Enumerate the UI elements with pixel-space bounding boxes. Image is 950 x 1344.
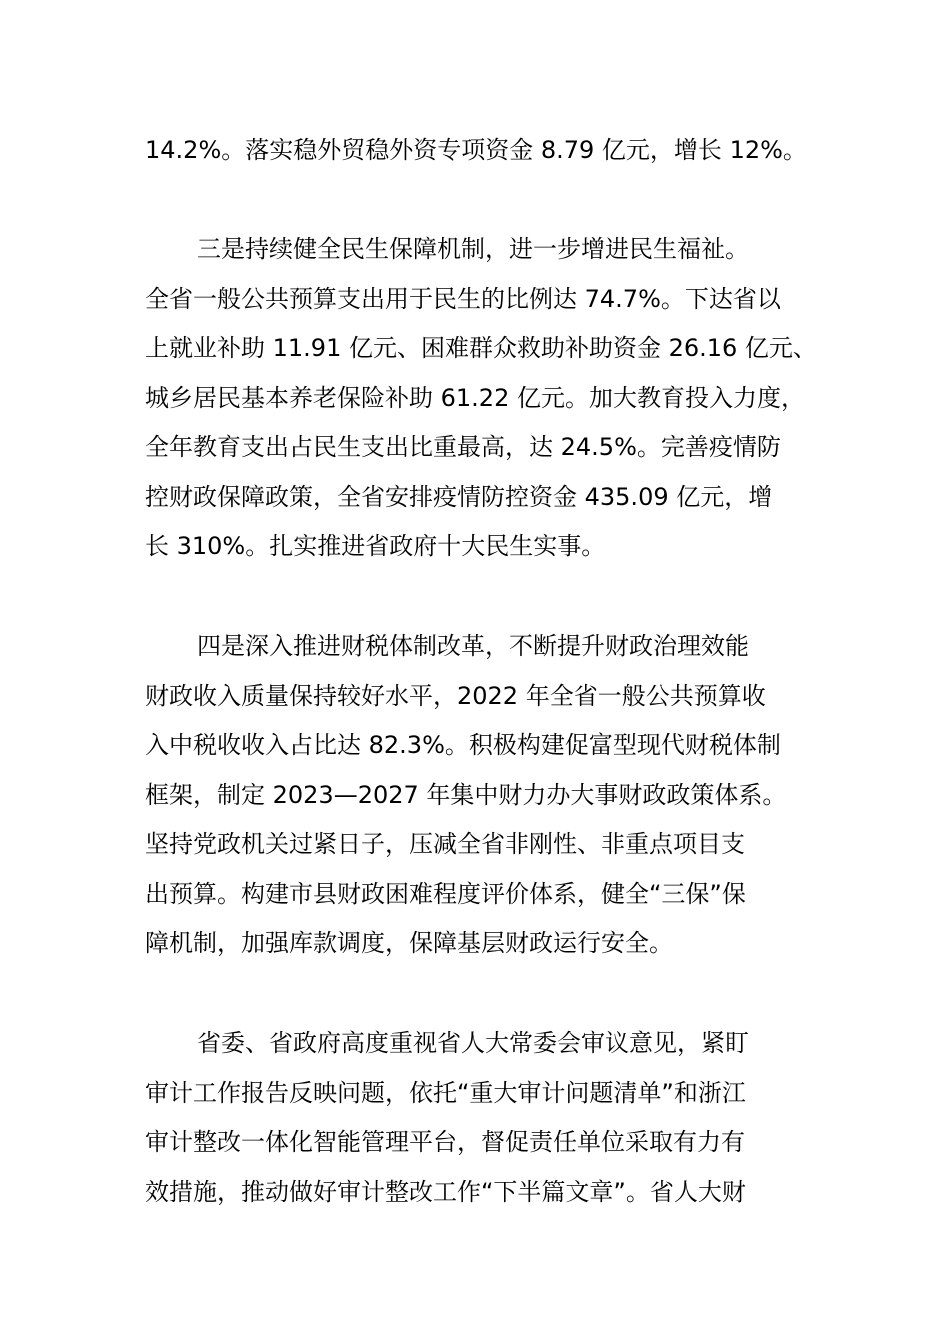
paragraph-livelihood-security (145, 225, 835, 572)
text-line: 出预算。构建市县财政困难程度评价体系，健全“三保”保 (145, 879, 746, 908)
text-line: 全年教育支出占民生支出比重最高，达 24.5%。完善疫情防 (145, 433, 781, 461)
text-line: 审计整改一体化智能管理平台，督促责任单位采取有力有 (145, 1128, 745, 1156)
text-line: 控财政保障政策，全省安排疫情防控资金 435.09 亿元，增 (145, 482, 773, 511)
text-line: 三是持续健全民生保障机制，进一步增进民生福祉。 (197, 235, 749, 263)
text-line: 财政收入质量保持较好水平，2022 年全省一般公共预算收 (145, 681, 766, 710)
text-line: 效措施，推动做好审计整改工作“下半篇文章”。省人大财 (145, 1177, 746, 1206)
text-line: 全省一般公共预算支出用于民生的比例达 74.7%。下达省以 (145, 284, 781, 313)
text-line: 上就业补助 11.91 亿元、困难群众救助补助资金 26.16 亿元、 (145, 334, 817, 362)
text-line: 障机制，加强库款调度，保障基层财政运行安全。 (145, 929, 673, 957)
text-line: 坚持党政机关过紧日子，压减全省非刚性、非重点项目支 (145, 830, 745, 858)
text-line: 入中税收收入占比达 82.3%。积极构建促富型现代财税体制 (145, 731, 781, 759)
paragraph-continuation (145, 126, 835, 176)
text-line: 审计工作报告反映问题，依托“重大审计问题清单”和浙江 (145, 1078, 746, 1107)
text-line: 省委、省政府高度重视省人大常委会审议意见，紧盯 (197, 1029, 749, 1057)
text-line: 14.2%。落实稳外贸稳外资专项资金 8.79 亿元，增长 12%。 (145, 136, 807, 164)
text-line: 长 310%。扎实推进省政府十大民生实事。 (145, 532, 606, 560)
text-line: 四是深入推进财税体制改革，不断提升财政治理效能 (197, 632, 749, 660)
text-line: 城乡居民基本养老保险补助 61.22 亿元。加大教育投入力度， (145, 383, 805, 412)
paragraph-fiscal-reform (145, 622, 835, 969)
text-line: 框架，制定 2023—2027 年集中财力办大事财政政策体系。 (145, 780, 787, 809)
paragraph-audit-rectification (145, 1019, 835, 1217)
